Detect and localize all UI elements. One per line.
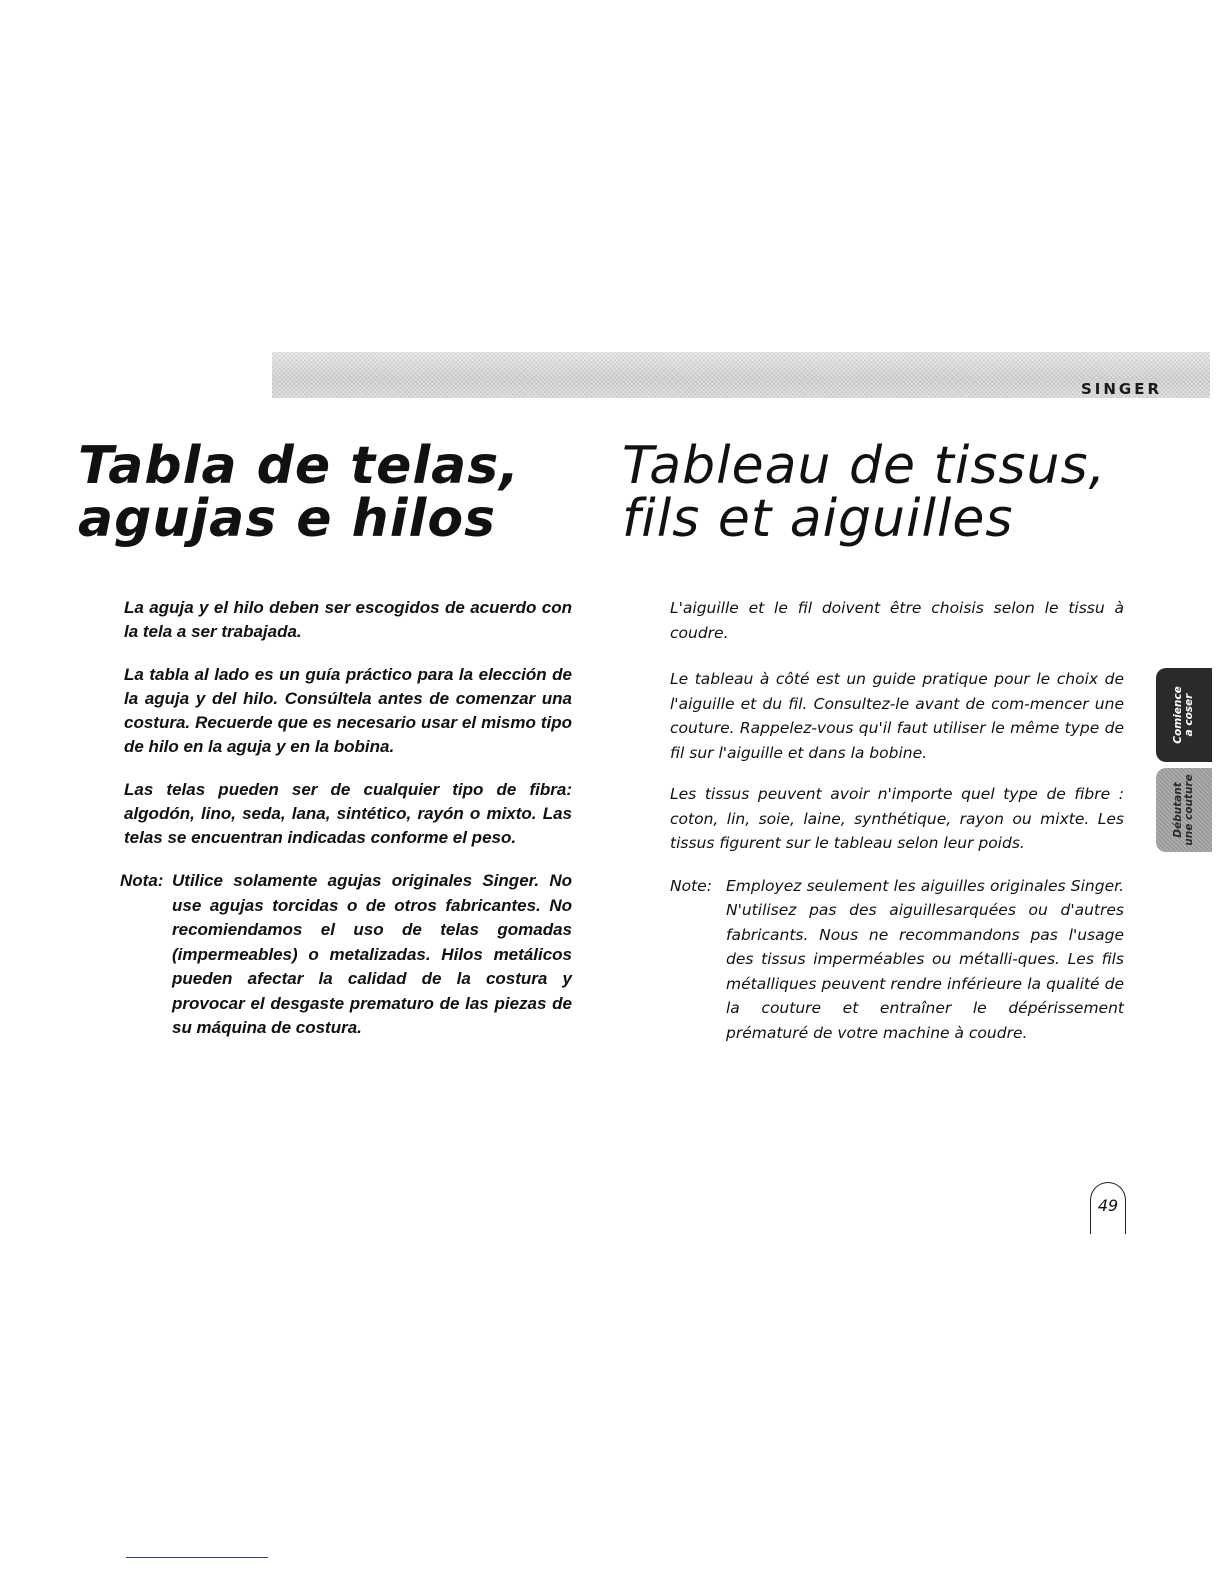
side-tab-label-line: Débutant xyxy=(1172,782,1184,838)
page-number: 49 xyxy=(1097,1196,1119,1215)
french-note-text: Employez seulement les aiguilles originales Singer. N'utilisez pas des aiguillesarquées ou d'autres fabricants. Nous ne recommandons pas l'usage des tissus imperméables ou métalli-ques. Les fils métalliques peuvent rendre inférieure la qualité de la couture et entraîner le dépérissement prématuré de votre machine à coudre. xyxy=(726,876,1124,1042)
side-tab-debutant-une-couture[interactable] xyxy=(1156,768,1212,852)
spanish-title xyxy=(78,436,558,549)
side-tab-label-line: a coser xyxy=(1183,693,1195,737)
spanish-column xyxy=(120,596,572,1041)
french-title xyxy=(622,436,1162,549)
spanish-title-line-1: Tabla de telas, xyxy=(78,436,520,496)
page-number-badge xyxy=(1090,1182,1126,1234)
spanish-note-text: Utilice solamente agujas originales Singer. No use agujas torcidas o de otros fabricantes. No recomiendamos el uso de telas gomadas (impermeables) o metalizadas. Hilos metálicos pueden afectar la calidad de la costura y provocar el desgaste prematuro de las piezas de su máquina de costura. xyxy=(172,871,572,1037)
brand-logo: SINGER xyxy=(1080,380,1162,398)
spanish-paragraph: La tabla al lado es un guía práctico para la elección de la aguja y del hilo. Consúltela antes de comenzar una costura. Recuerde que es necesario usar el mismo tipo de hilo en la aguja y en la bobina. xyxy=(124,665,572,756)
footer-divider xyxy=(126,1557,268,1558)
french-paragraph: L'aiguille et le fil doivent être choisis selon le tissu à coudre. xyxy=(670,599,1124,642)
side-tab-label-line: une couture xyxy=(1183,774,1195,846)
spanish-note xyxy=(120,869,572,1041)
side-tab-label xyxy=(1173,774,1195,845)
french-paragraph: Le tableau à côté est un guide pratique pour le choix de l'aiguille et du fil. Consultez-le avant de com-mencer une couture. Rappelez-vous qu'il faut utiliser le même type de fil sur l'aiguille et dans la bobine. xyxy=(670,670,1124,762)
french-note-label: Note: xyxy=(670,876,712,895)
french-paragraph: Les tissus peuvent avoir n'importe quel type de fibre : coton, lin, soie, laine, synthétique, rayon ou mixte. Les tissus figurent sur le tableau selon leur poids. xyxy=(670,785,1124,852)
french-title-line-1: Tableau de tissus, xyxy=(622,436,1107,496)
spanish-note-label: Nota: xyxy=(120,871,164,890)
side-tab-label-line: Comience xyxy=(1172,686,1184,744)
side-tab-comience-a-coser[interactable] xyxy=(1156,668,1212,762)
header-band xyxy=(272,352,1210,398)
french-note xyxy=(670,874,1124,1046)
side-tab-label xyxy=(1173,686,1195,743)
spanish-title-line-2: agujas e hilos xyxy=(78,489,497,549)
french-title-line-2: fils et aiguilles xyxy=(622,489,1014,549)
spanish-paragraph: La aguja y el hilo deben ser escogidos de acuerdo con la tela a ser trabajada. xyxy=(124,598,572,641)
french-column xyxy=(670,596,1124,1045)
spanish-paragraph: Las telas pueden ser de cualquier tipo de fibra: algodón, lino, seda, lana, sintético, rayón o mixto. Las telas se encuentran indicadas conforme el peso. xyxy=(124,780,572,847)
